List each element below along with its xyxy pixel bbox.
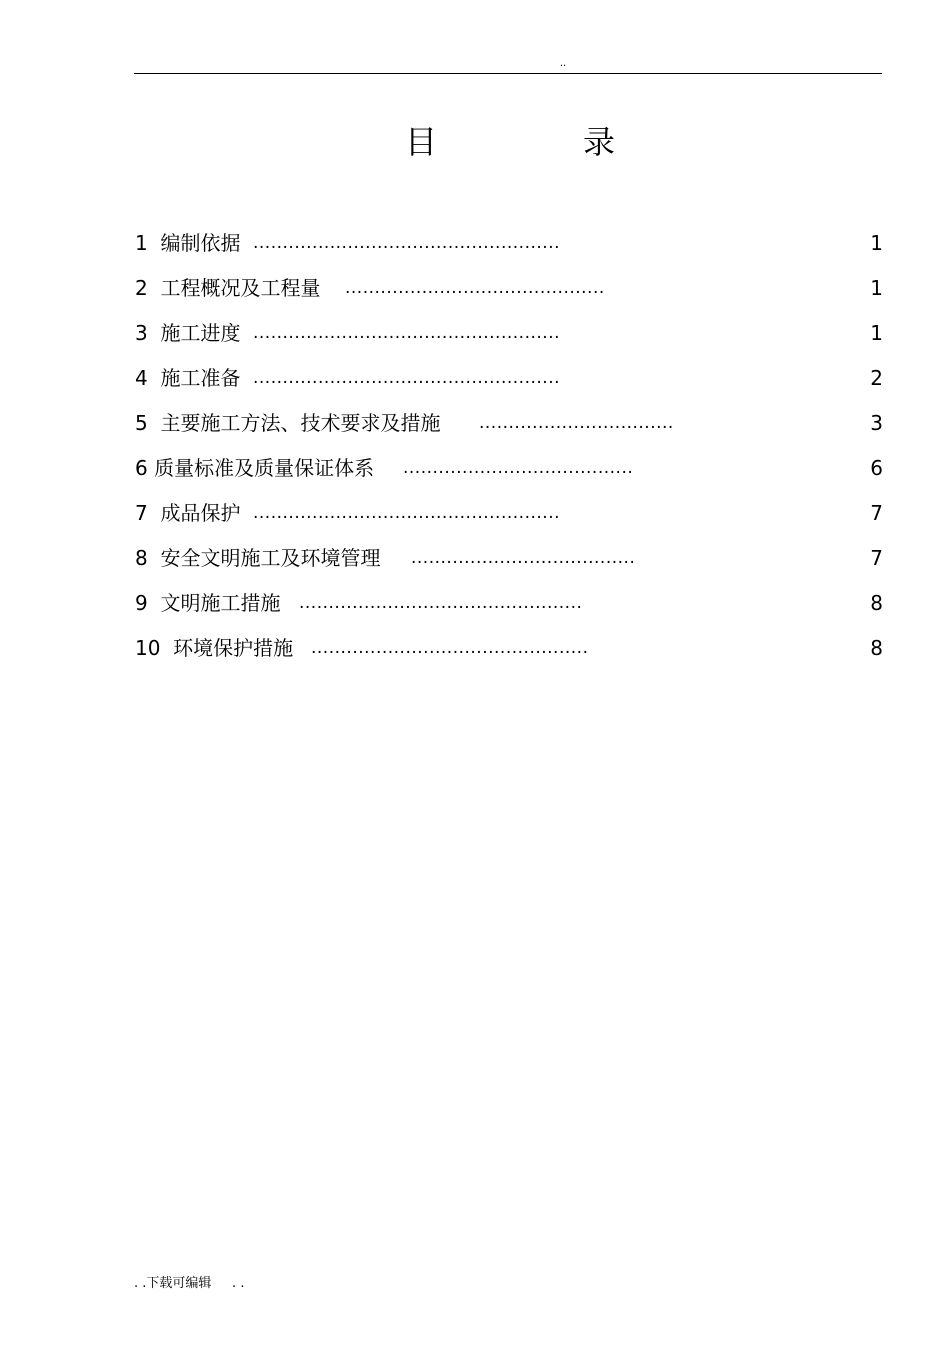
header-mark: .. xyxy=(559,58,567,69)
toc-entry[interactable] xyxy=(135,226,883,271)
toc-entry-leader: .................................................... xyxy=(253,368,560,388)
toc-entry-label: 10 环境保护措施 xyxy=(135,636,294,660)
toc-entry[interactable] xyxy=(135,361,883,406)
toc-entry-label: 7 成品保护 xyxy=(135,501,241,525)
toc-entry-leader: .................................................... xyxy=(253,323,560,343)
toc-entry-leader: .................................................... xyxy=(253,233,560,253)
toc-entry-page: 1 xyxy=(870,321,883,345)
toc-entry-label: 3 施工进度 xyxy=(135,321,241,345)
toc-entry[interactable] xyxy=(135,496,883,541)
toc-entry-page: 2 xyxy=(870,366,883,390)
toc-entry-label: 1 编制依据 xyxy=(135,231,241,255)
toc-entry-label: 5 主要施工方法、技术要求及措施 xyxy=(135,411,441,435)
toc-entry[interactable] xyxy=(135,271,883,316)
toc-entry-leader: ............................................ xyxy=(345,278,605,298)
toc-entry-leader: .................................................... xyxy=(253,503,560,523)
toc-entry[interactable] xyxy=(135,316,883,361)
toc-entry-leader: ............................................... xyxy=(311,638,589,658)
toc-entry[interactable] xyxy=(135,451,883,496)
toc-entry-label: 8 安全文明施工及环境管理 xyxy=(135,546,381,570)
toc-entry[interactable] xyxy=(135,541,883,586)
toc-entry-page: 3 xyxy=(870,411,883,435)
header-rule xyxy=(134,73,882,74)
toc-entry-label: 4 施工准备 xyxy=(135,366,241,390)
toc-entry-page: 6 xyxy=(870,456,883,480)
title-char-1: 目 xyxy=(405,123,438,161)
toc-entry-label: 9 文明施工措施 xyxy=(135,591,281,615)
toc-entry-page: 8 xyxy=(870,591,883,615)
toc-entry-leader: ...................................... xyxy=(411,548,636,568)
toc-entry-page: 8 xyxy=(870,636,883,660)
page-title xyxy=(405,120,615,164)
toc-entry-leader: ................................. xyxy=(479,413,674,433)
toc-entry[interactable] xyxy=(135,631,883,676)
toc-entry[interactable] xyxy=(135,586,883,631)
footer-note: . .下载可编辑 . . xyxy=(134,1276,245,1291)
toc-entry-leader: ................................................ xyxy=(299,593,583,613)
toc-entry[interactable] xyxy=(135,406,883,451)
toc-entry-page: 1 xyxy=(870,276,883,300)
toc-entry-leader: ....................................... xyxy=(403,458,634,478)
toc-entry-page: 1 xyxy=(870,231,883,255)
toc-entry-label: 6 质量标准及质量保证体系 xyxy=(135,456,375,480)
table-of-contents xyxy=(135,226,883,676)
toc-entry-page: 7 xyxy=(870,501,883,525)
title-char-2: 录 xyxy=(582,123,615,161)
toc-entry-page: 7 xyxy=(870,546,883,570)
toc-entry-label: 2 工程概况及工程量 xyxy=(135,276,321,300)
